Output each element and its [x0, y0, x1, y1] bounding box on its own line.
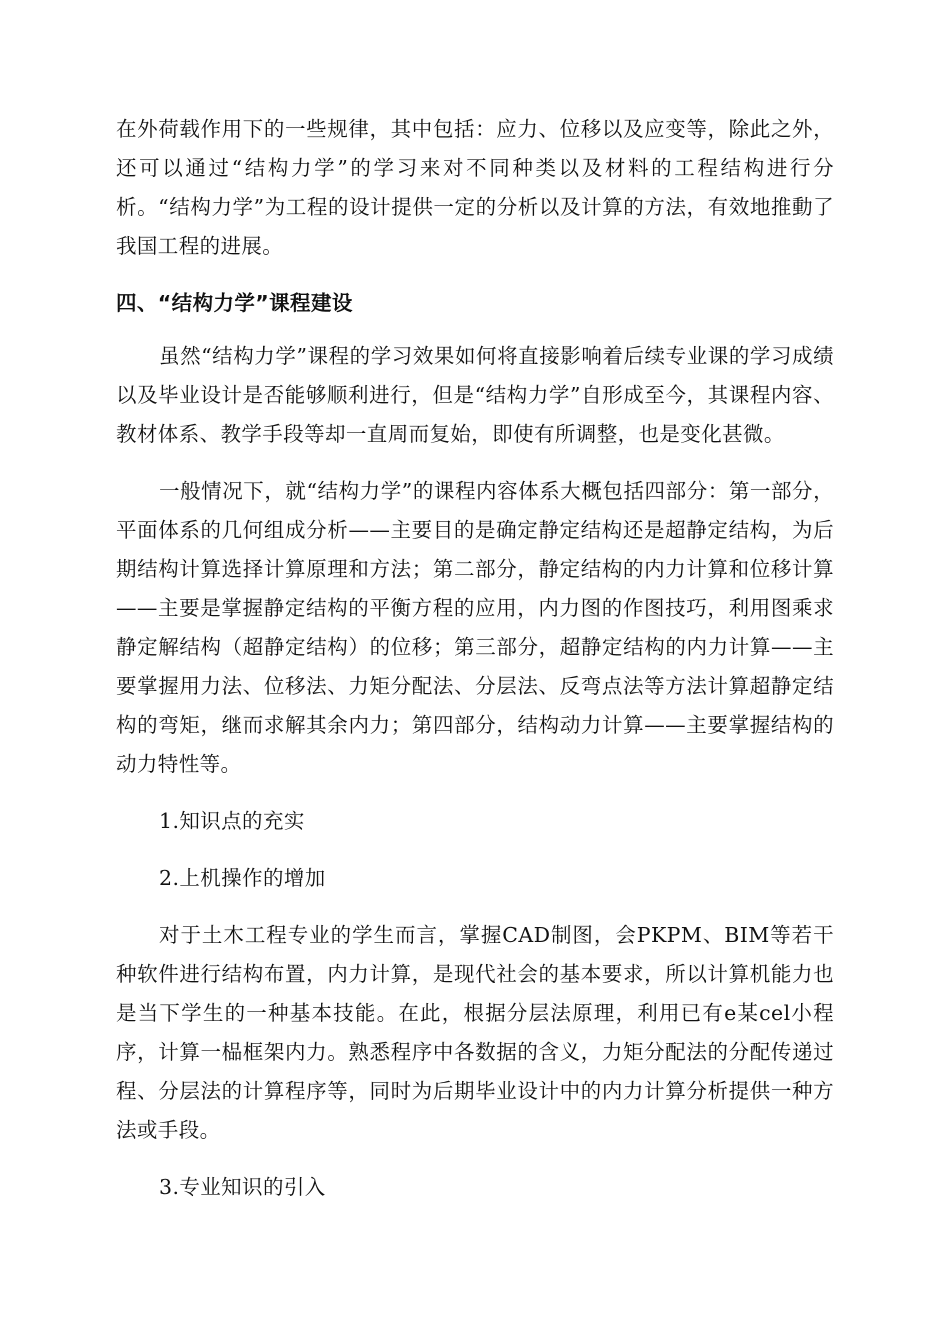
document-page: [116, 110, 834, 1207]
subheading-1: 1.知识点的充实: [159, 809, 305, 833]
paragraph-computer: 对于土木工程专业的学生而言，掌握CAD制图，会PKPM、BIM等若干种软件进行结构布置，内力计算，是现代社会的基本要求，所以计算机能力也是当下学生的一种基本技能。在此，根据分层法原理，利用已有e某cel小程序，计算一榀框架内力。熟悉程序中各数据的含义，力矩分配法的分配传递过程、分层法的计算程序等，同时为后期毕业设计中的内力计算分析提供一种方法或手段。: [116, 923, 834, 1142]
subheading-3: 3.专业知识的引入: [159, 1175, 326, 1199]
paragraph-intro: 虽然“结构力学”课程的学习效果如何将直接影响着后续专业课的学习成绩以及毕业设计是否能够顺利进行，但是“结构力学”自形成至今，其课程内容、教材体系、教学手段等却一直周而复始，即使有所调整，也是变化甚微。: [116, 344, 834, 446]
paragraph-content: 一般情况下，就“结构力学”的课程内容体系大概包括四部分：第一部分，平面体系的几何组成分析——主要目的是确定静定结构还是超静定结构，为后期结构计算选择计算原理和方法；第二部分，静定结构的内力计算和位移计算——主要是掌握静定结构的平衡方程的应用，内力图的作图技巧，利用图乘求静定解结构（超静定结构）的位移；第三部分，超静定结构的内力计算——主要掌握用力法、位移法、力矩分配法、分层法、反弯点法等方法计算超静定结构的弯矩，继而求解其余内力；第四部分，结构动力计算——主要掌握结构的动力特性等。: [116, 479, 834, 776]
paragraph-continued: 在外荷载作用下的一些规律，其中包括：应力、位移以及应变等，除此之外，还可以通过“结构力学”的学习来对不同种类以及材料的工程结构进行分析。“结构力学”为工程的设计提供一定的分析以及计算的方法，有效地推動了我国工程的进展。: [116, 117, 834, 258]
section-heading: 四、“结构力学”课程建设: [116, 291, 353, 315]
subheading-2: 2.上机操作的增加: [159, 866, 326, 890]
